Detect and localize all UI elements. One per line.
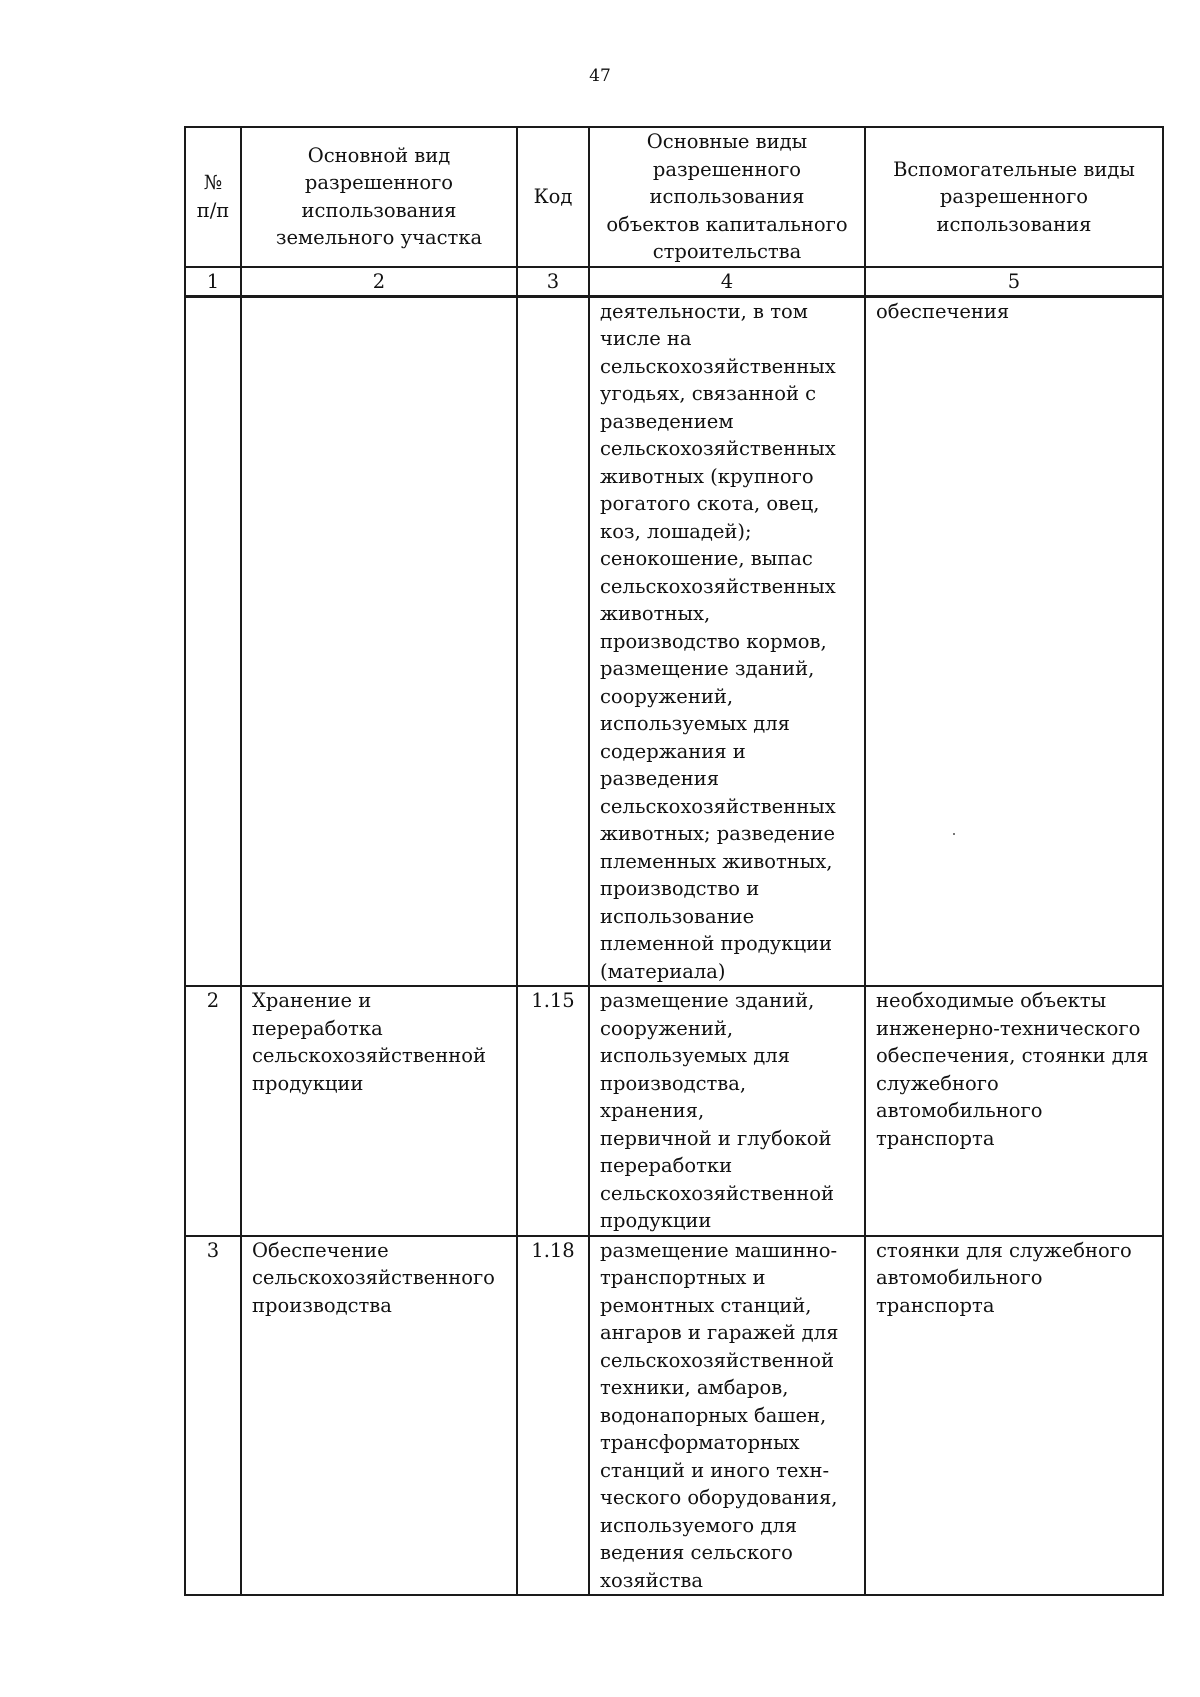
code-cell: 1.18 [517, 1236, 589, 1596]
auxiliary-uses-cell: обеспечения [865, 296, 1163, 986]
code-cell [517, 296, 589, 986]
table-row [185, 986, 1163, 1236]
auxiliary-uses-cell: необходимые объекты инженерно-технического обеспечения, стоянки для служебного автомобильного транспорта [865, 986, 1163, 1236]
column-number-row [185, 267, 1163, 297]
main-use-cell [241, 296, 517, 986]
main-use-cell: Хранение и переработка сельскохозяйственной продукции [241, 986, 517, 1236]
table-row [185, 1236, 1163, 1596]
row-number: 2 [185, 986, 241, 1236]
header-capital-uses: Основные виды разрешенного использования объектов капитального строительства [589, 127, 865, 267]
main-use-cell: Обеспечение сельскохозяйственного производства [241, 1236, 517, 1596]
capital-uses-cell: размещение машинно- транспортных и ремонтных станций, ангаров и гаражей для сельскохозяйственной техники, амбаров, водонапорных башен, трансформаторных станций и иного техн- ческого оборудования, используемого для ведения сельского хозяйства [589, 1236, 865, 1596]
column-number: 3 [517, 267, 589, 297]
capital-uses-cell: размещение зданий, сооружений, используемых для производства, хранения, первичной и глубокой переработки сельскохозяйственной продукции [589, 986, 865, 1236]
table-header-row [185, 127, 1163, 267]
table-row [185, 296, 1163, 986]
header-code: Код [517, 127, 589, 267]
land-use-table [184, 126, 1164, 1596]
header-number: № п/п [185, 127, 241, 267]
auxiliary-uses-cell: стоянки для служебного автомобильного транспорта [865, 1236, 1163, 1596]
header-main-use: Основной вид разрешенного использования земельного участка [241, 127, 517, 267]
scan-speck [953, 833, 955, 835]
column-number: 1 [185, 267, 241, 297]
column-number: 4 [589, 267, 865, 297]
code-cell: 1.15 [517, 986, 589, 1236]
row-number [185, 296, 241, 986]
row-number: 3 [185, 1236, 241, 1596]
header-auxiliary-uses: Вспомогательные виды разрешенного использования [865, 127, 1163, 267]
page-number: 47 [589, 66, 611, 86]
column-number: 5 [865, 267, 1163, 297]
capital-uses-cell: деятельности, в том числе на сельскохозяйственных угодьях, связанной с разведением сельскохозяйственных животных (крупного рогатого скота, овец, коз, лошадей); сенокошение, выпас сельскохозяйственных животных, производство кормов, размещение зданий, сооружений, используемых для содержания и разведения сельскохозяйственных животных; разведение племенных животных, производство и использование племенной продукции (материала) [589, 296, 865, 986]
column-number: 2 [241, 267, 517, 297]
